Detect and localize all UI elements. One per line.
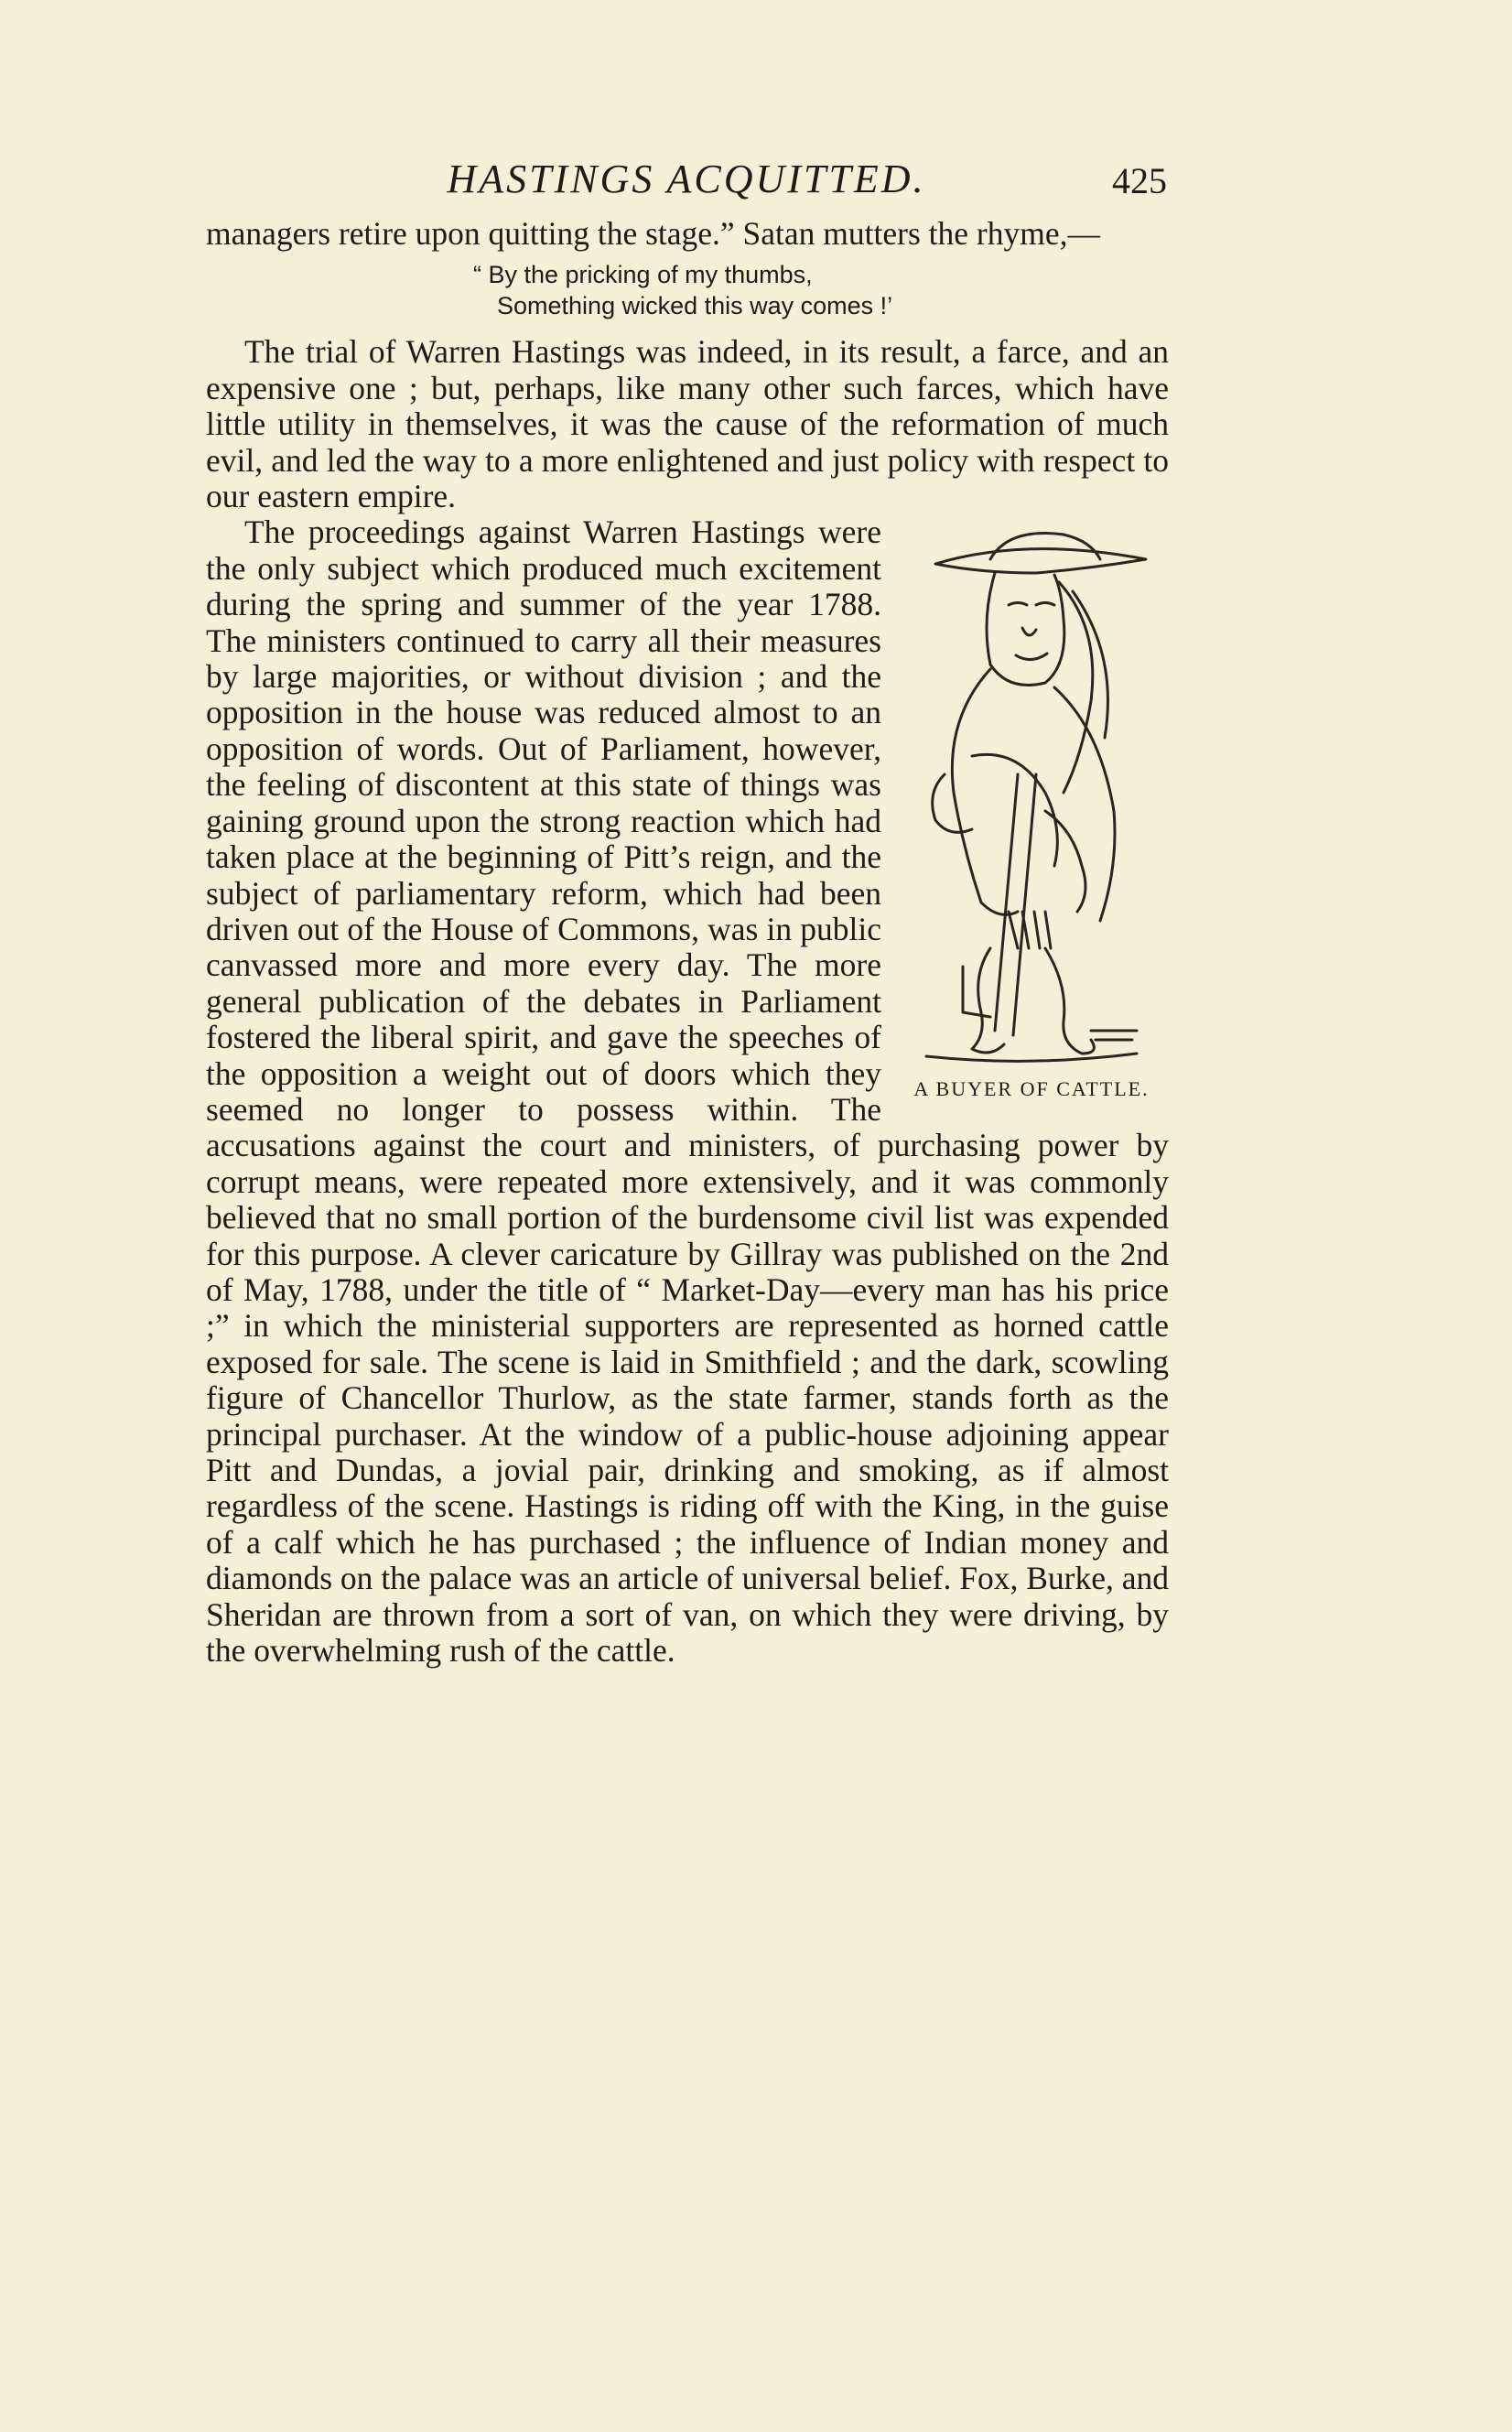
- illustration: [894, 518, 1169, 1099]
- page-header: [206, 156, 1167, 201]
- page-number: 425: [1112, 160, 1167, 201]
- running-head: HASTINGS ACQUITTED.: [447, 157, 926, 201]
- paragraph: [206, 514, 1169, 1669]
- figure-caption: A BUYER OF CATTLE.: [913, 1077, 1150, 1101]
- caricature-figure-icon: [908, 518, 1155, 1067]
- verse-quote: [473, 259, 1169, 321]
- paragraph: The trial of Warren Hastings was indeed, in its result, a farce, and an expensive one ; but, perhaps, like many other such farces, which have little utility in themselves, it was the cause of the reformation of much evil, and led the way to a more enlightened and just policy with respect to our eastern empire.: [206, 333, 1169, 515]
- quote-line: “ By the pricking of my thumbs,: [473, 261, 813, 289]
- body-text: [206, 216, 1169, 1669]
- paragraph-text: The proceedings against Warren Hastings were the only subject which produced much excitement during the spring and summer of the year 1788. The ministers continued to carry all their measures by large majorities, or without division ; and the opposition in the house was reduced almost to an opposition of words. Out of Parliament, however, the feeling of discontent at this state of things was gaining ground upon the strong reaction which had taken place at the beginning of Pitt’s reign, and the subject of parliamentary reform, which had been driven out of the House of Commons, was in public canvassed more and more every day. The more general publication of the debates in Parliament fostered the liberal spirit, and gave the speeches of the opposition a weight out of doors which they seemed no longer to possess within. The accusations against the court and ministers, of purchasing power by corrupt means, were repeated more extensively, and it was commonly believed that no small portion of the burdensome civil list was expended for this purpose. A clever caricature by Gillray was published on the 2nd of May, 1788, under the title of “ Market-Day—every man has his price ;” in which the ministerial supporters are represented as horned cattle exposed for sale. The scene is laid in Smithfield ; and the dark, scowling figure of Chancellor Thurlow, as the state farmer, stands forth as the principal purchaser. At the window of a public-house adjoining appear Pitt and Dundas, a jovial pair, drinking and smoking, as if almost regardless of the scene. Hastings is riding off with the King, in the guise of a calf which he has purchased ; the influence of Indian money and diamonds on the palace was an article of universal belief. Fox, Burke, and Sheridan are thrown from a sort of van, on which they were driving, by the overwhelming rush of the cattle.: [206, 513, 1169, 1670]
- quote-line: Something wicked this way comes !’: [497, 292, 893, 320]
- lead-in-paragraph: managers retire upon quitting the stage.” Satan mutters the rhyme,—: [206, 215, 1100, 252]
